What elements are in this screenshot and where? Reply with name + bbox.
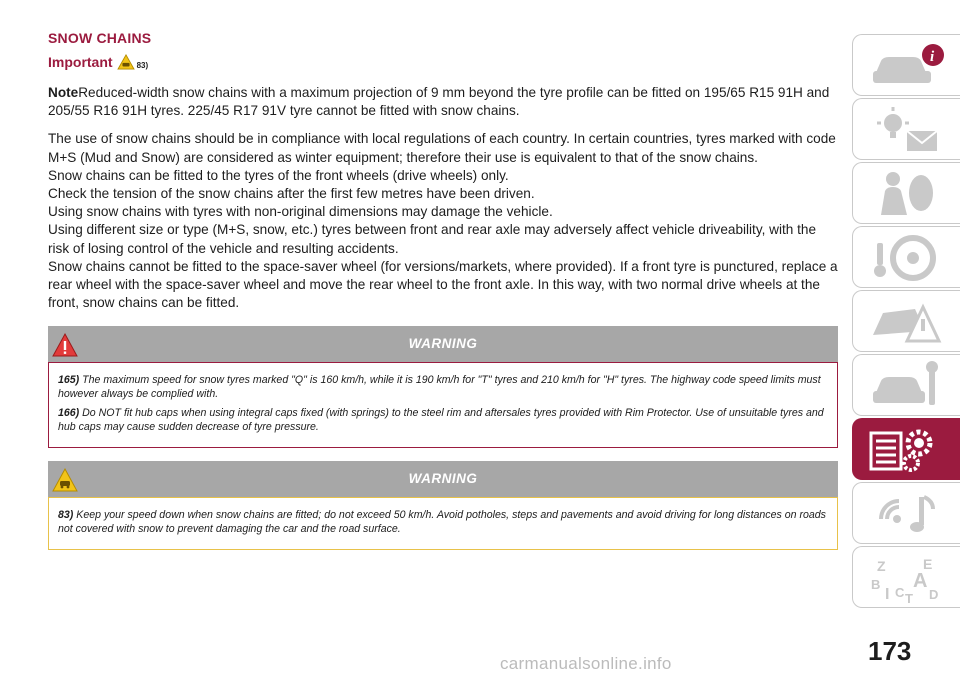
section-title: SNOW CHAINS xyxy=(48,30,152,46)
body-paragraph: Check the tension of the snow chains after the first few metres have been driven. xyxy=(48,186,535,202)
yellow-car-warning-icon xyxy=(117,54,135,70)
svg-text:Z: Z xyxy=(877,558,886,574)
svg-text:C: C xyxy=(895,585,905,600)
important-label: Important xyxy=(48,54,113,70)
red-warning-triangle-icon xyxy=(52,332,78,358)
emergency-icon xyxy=(867,297,947,347)
tab-multimedia[interactable] xyxy=(852,482,960,544)
tab-safety[interactable] xyxy=(852,162,960,224)
tab-technical-data[interactable] xyxy=(852,418,960,480)
safety-airbag-icon xyxy=(867,169,947,219)
tab-car-info[interactable] xyxy=(852,34,960,96)
page-number: 173 xyxy=(868,636,912,666)
warning-body xyxy=(48,362,838,448)
svg-text:I: I xyxy=(885,586,890,603)
main-content xyxy=(48,30,840,312)
maintenance-icon xyxy=(867,361,947,411)
svg-text:B: B xyxy=(871,577,881,592)
index-icon xyxy=(867,553,947,603)
warning-item: 83) Keep your speed down when snow chains are fitted; do not exceed 50 km/h. Avoid potholes, steps and pavements and avoid driving for long distances on roads not covered with snow to prevent damaging the car and the road surface. xyxy=(58,509,826,535)
warning-box-yellow xyxy=(48,461,838,550)
body-paragraph: Using snow chains with tyres with non-original dimensions may damage the vehicle. xyxy=(48,204,553,220)
warning-heading: WARNING xyxy=(408,336,478,351)
technical-data-icon xyxy=(867,425,947,475)
important-line xyxy=(48,54,840,70)
note-text: Reduced-width snow chains with a maximum projection of 9 mm beyond the tyre profile can be fitted on 195/65 R15 91H and 205/55 R16 91H tyres. 225/45 R17 91V tyre cannot be fitted with snow chains. xyxy=(48,85,830,119)
body-paragraph: The use of snow chains should be in compliance with local regulations of each country. In certain countries, tyres marked with code M+S (Mud and Snow) are considered as winter equipment; therefore their use is equivalent to that of the snow chains. xyxy=(48,131,836,165)
svg-text:A: A xyxy=(913,570,928,592)
note-paragraph xyxy=(48,84,840,120)
svg-text:E: E xyxy=(923,556,933,572)
body-paragraph: Snow chains cannot be fitted to the space-saver wheel (for versions/markets, where provided). If a front tyre is punctured, replace a rear wheel with the space-saver wheel and move the rear wheel to the front axle. In this way, with two normal drive wheels at the front, snow chains can be fitted. xyxy=(48,258,838,311)
warning-lights-icon xyxy=(867,105,947,155)
warning-header xyxy=(48,461,838,497)
body-paragraph: Using different size or type (M+S, snow, etc.) tyres between front and rear axle may adversely affect vehicle driveability, with the risk of losing control of the vehicle and resulting accidents. xyxy=(48,222,817,256)
warning-header xyxy=(48,326,838,362)
warning-body xyxy=(48,497,838,550)
watermark: carmanualsonline.info xyxy=(500,654,672,673)
car-info-icon xyxy=(867,41,947,91)
tab-emergency[interactable] xyxy=(852,290,960,352)
warning-item: 165) The maximum speed for snow tyres marked "Q" is 160 km/h, while it is 190 km/h for "T" tyres and 210 km/h for "H" tyres. The highway code speed limits must however always be complied with. xyxy=(58,374,821,400)
warning-box-red xyxy=(48,326,838,448)
tab-starting-driving[interactable] xyxy=(852,226,960,288)
tab-warning-lights[interactable] xyxy=(852,98,960,160)
body-paragraph: Snow chains can be fitted to the tyres of the front wheels (drive wheels) only. xyxy=(48,167,509,183)
svg-text:i: i xyxy=(930,49,935,65)
yellow-car-warning-icon xyxy=(52,467,78,493)
multimedia-icon xyxy=(867,489,947,539)
tab-maintenance[interactable] xyxy=(852,354,960,416)
note-label: Note xyxy=(48,85,79,100)
svg-text:D: D xyxy=(929,587,939,602)
tab-index[interactable] xyxy=(852,546,960,608)
warning-heading: WARNING xyxy=(408,471,478,486)
svg-text:T: T xyxy=(905,591,913,603)
important-ref: 83) xyxy=(136,61,149,70)
warning-item: 166) Do NOT fit hub caps when using integral caps fixed (with springs) to the steel rim and aftersales tyres provided with Rim Protector. Use of unsuitable tyres and hub caps may cause sudden decrease of tyre pressure. xyxy=(58,407,824,433)
steering-wheel-icon xyxy=(867,233,947,283)
